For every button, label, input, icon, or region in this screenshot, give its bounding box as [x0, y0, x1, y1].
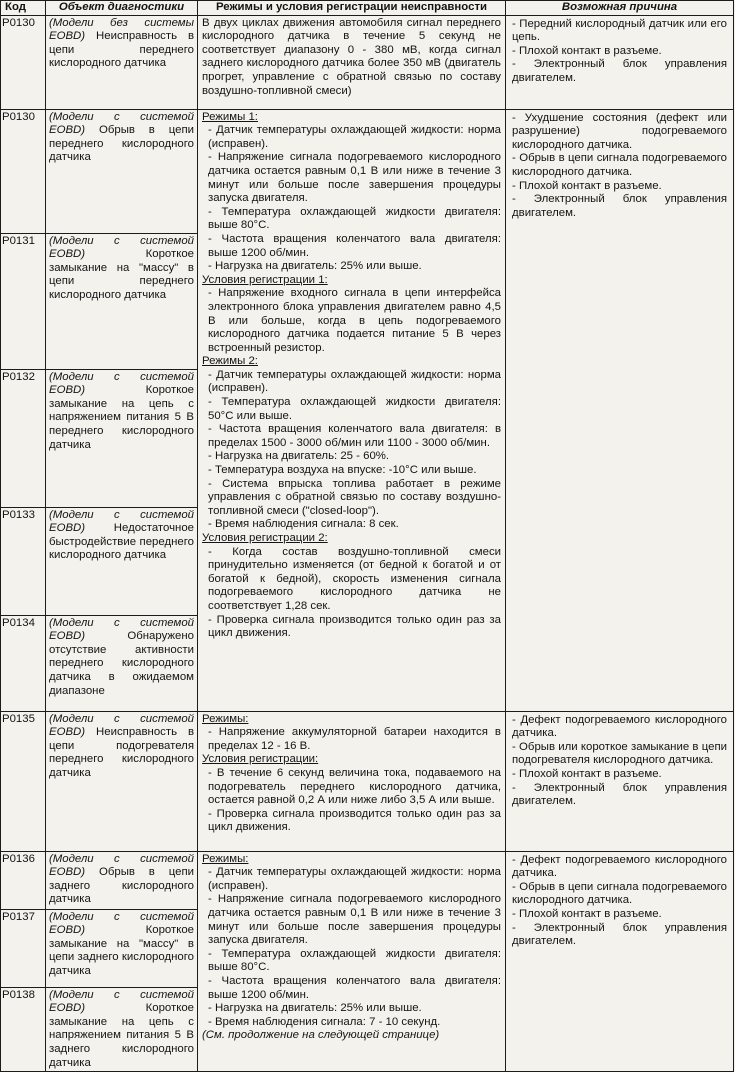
conditions-cell — [198, 15, 506, 109]
object-cell: (Модели без системы EOBD) Неисправность в цепи переднего кислородного датчика — [46, 15, 198, 109]
object-cell: (Модели с системой EOBD) Короткое замыкание на "массу" в цепи переднего кислородного датчика — [46, 233, 198, 369]
header-object: Объект диагностики — [46, 1, 198, 16]
cause-cell-group-c: - Дефект подогреваемого кислородного датчика. - Обрыв в цепи сигнала подогреваемого кислородного датчика. - Плохой контакт в разъеме. - Электронный блок управления двигателем. — [506, 851, 734, 1072]
cause-cell-group-b: - Дефект подогреваемого кислородного датчика. - Обрыв или короткое замыкание в цепи подогревателя кислородного датчика. - Плохой контакт в разъеме. - Электронный блок управления двигателем. — [506, 711, 734, 851]
object-cell: (Модели с системой EOBD) Обрыв в цепи переднего кислородного датчика — [46, 109, 198, 233]
object-cell: (Модели с системой EOBD) Неисправность в цепи подогревателя переднего кислородного датчика — [46, 711, 198, 851]
table-row — [1, 851, 734, 909]
code-cell: P0135 — [1, 711, 46, 851]
code-cell: P0130 — [1, 109, 46, 233]
code-cell: P0138 — [1, 987, 46, 1072]
object-cell: (Модели с системой EOBD) Короткое замыкание на цепь с напряжением питания 5 В переднего кислородного датчика — [46, 369, 198, 507]
header-cause: Возможная причина — [506, 1, 734, 16]
header-conditions: Режимы и условия регистрации неисправности — [198, 1, 506, 16]
code-cell: P0132 — [1, 369, 46, 507]
cause-cell: - Передний кислородный датчик или его цепь. - Плохой контакт в разъеме. - Электронный блок управления двигателем. — [506, 15, 734, 109]
code-cell: P0136 — [1, 851, 46, 909]
header-row — [1, 1, 734, 16]
header-code: Код — [1, 1, 46, 16]
object-cell: (Модели с системой EOBD) Короткое замыкание на "массу" в цепи заднего кислородного датчика — [46, 909, 198, 987]
continued-note: (См. продолжение на следующей странице) — [202, 1029, 440, 1042]
code-cell: P0130 — [1, 15, 46, 109]
conditions-cell-group-c: Режимы: - Датчик температуры охлаждающей жидкости: норма (исправен). - Напряжение сигнала подогреваемого кислородного датчика остается равным 0,1 В или ниже в течение 3 минут или больше после завершения процедуры запуска двигателя. - Температура охлаждающей жидкости двигателя: выше 80°С. - Частота вращения коленчатого вала двигателя: выше 1200 об/мин. - Нагрузка на двигатель: 25% или выше. - Время наблюдения сигнала: 7 - 10 секунд. (См. продолжение на следующей странице) — [198, 851, 506, 1072]
object-cell: (Модели с системой EOBD) Недостаточное быстродействие переднего кислородного датчика — [46, 507, 198, 615]
code-cell: P0131 — [1, 233, 46, 369]
table-row — [1, 109, 734, 233]
conditions-cell-group-a: Режимы 1: - Датчик температуры охлаждающей жидкости: норма (исправен). - Напряжение сигнала подогреваемого кислородного датчика остается равным 0,1 В или ниже в течение 3 минут или больше после завершения процедуры запуска двигателя. - Температура охлаждающей жидкости двигателя: выше 80°С. - Частота вращения коленчатого вала двигателя: выше 1200 об/мин. - Нагрузка на двигатель: 25% или выше. Условия регистрации 1: - Напряжение входного сигнала в цепи интерфейса электронного блока управления двигателем равно 4,5 В или больше, когда в цепь подогреваемого кислородного датчика подается питание 5 В через встроенный резистор. Режимы 2: - Датчик температуры охлаждающей жидкости: норма (исправен). - Температура охлаждающей жидкости двигателя: 50°С или выше. - Частота вращения коленчатого вала двигателя: в пределах 1500 - 3000 об/мин или 1100 - 3000 об/мин. - Нагрузка на двигатель: 25 - 60%. - Температура воздуха на впуске: -10°С или выше. - Система впрыска топлива работает в режиме управления с обратной связью по составу воздушно-топливной смеси ("closed-loop"). - Время наблюдения сигнала: 8 сек. Условия регистрации 2: - Когда состав воздушно-топливной смеси принудительно изменяется (от бедной к богатой и от богатой к бедной), скорость изменения сигнала подогреваемого кислородного датчика не соответствует 1,28 сек. - Проверка сигнала производится только один раз за цикл движения. — [198, 109, 506, 711]
code-cell: P0133 — [1, 507, 46, 615]
object-cell: (Модели с системой EOBD) Короткое замыкание на цепь с напряжением питания 5 В заднего кислородного датчика — [46, 987, 198, 1072]
cause-cell-group-a: - Ухудшение состояния (дефект или разрушение) подогреваемого кислородного датчика. - Обрыв в цепи сигнала подогреваемого кислородного датчика. - Плохой контакт в разъеме. - Электронный блок управления двигателем. — [506, 109, 734, 711]
code-cell: P0134 — [1, 615, 46, 711]
object-cell: (Модели с системой EOBD) Обрыв в цепи заднего кислородного датчика — [46, 851, 198, 909]
object-cell: (Модели с системой EOBD) Обнаружено отсутствие активности переднего кислородного датчика в ожидаемом диапазоне — [46, 615, 198, 711]
table-row — [1, 15, 734, 109]
conditions-text: В двух циклах движения автомобиля сигнал переднего кислородного датчика в течение 5 секунд не соответствует диапазону 0 - 380 мВ, когда сигнал заднего кислородного датчика более 350 мВ (двигатель прогрет, управление с обратной связью по составу воздушно-топливной смеси) — [202, 16, 501, 97]
conditions-cell-group-b: Режимы: - Напряжение аккумуляторной батареи находится в пределах 12 - 16 В. Условия регистрации: - В течение 6 секунд величина тока, подаваемого на подогреватель переднего кислородного датчика, остается равной 0,2 А или ниже либо 3,5 А или выше. - Проверка сигнала производится только один раз за цикл движения. — [198, 711, 506, 851]
table-row — [1, 711, 734, 851]
code-cell: P0137 — [1, 909, 46, 987]
